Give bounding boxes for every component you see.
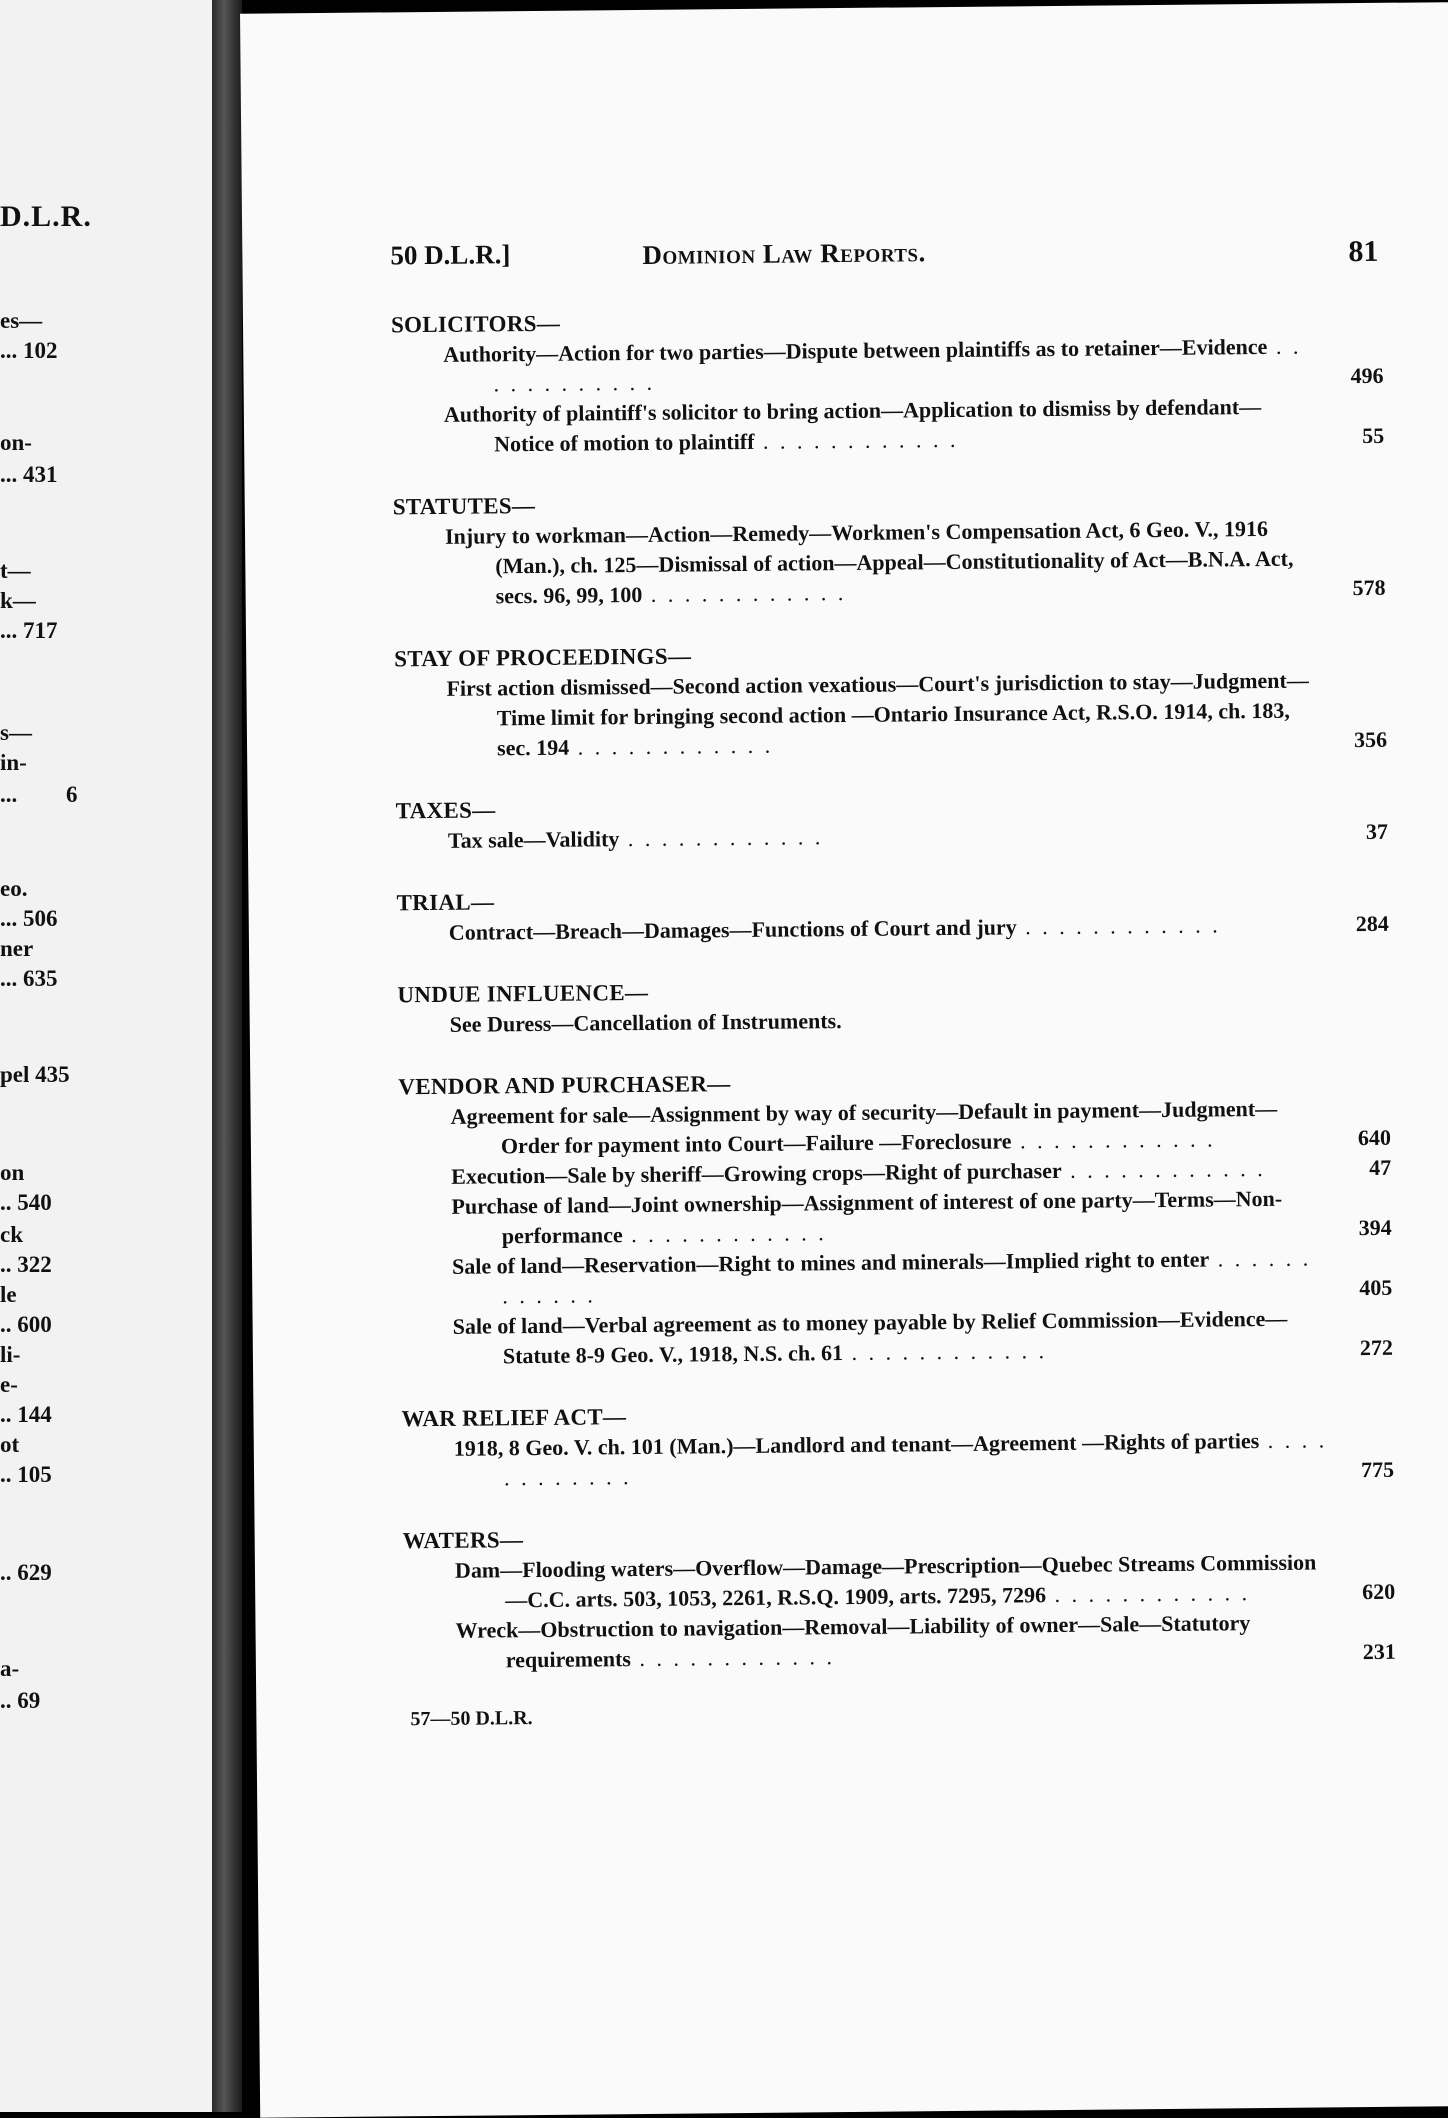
leader-dots: . . . . . . . . . . . . bbox=[630, 1644, 836, 1672]
index-section bbox=[383, 301, 1384, 461]
leader-dots: . . . . . . . . . . . . bbox=[503, 1427, 1328, 1491]
leader-dots: . . . . . . . . . . . . bbox=[1061, 1156, 1266, 1183]
index-entry bbox=[454, 1425, 1395, 1494]
page-content bbox=[382, 231, 1396, 1732]
index-entry bbox=[445, 513, 1386, 612]
leader-dots: . . . . . . . . . . . . bbox=[1045, 1580, 1251, 1608]
entry-text: Purchase of land—Joint ownership—Assignment of interest of one party—Terms—Non-performance bbox=[451, 1185, 1283, 1249]
index-section bbox=[390, 1063, 1393, 1373]
entry-text: Tax sale—Validity bbox=[447, 826, 620, 853]
left-page-fragment: ... 635 bbox=[0, 966, 58, 991]
index-section bbox=[393, 1395, 1394, 1495]
entry-text: First action dismissed—Second action vexatious—Court's jurisdiction to stay—Judgment—Time limit for bringing second action —Ontario Insurance Act, R.S.O. 1914, ch. 183, sec. 194 bbox=[446, 667, 1309, 761]
index-entry bbox=[455, 1547, 1396, 1616]
leader-dots: . . . . . . . . . . . . bbox=[493, 333, 1302, 397]
left-page-fragment: ck bbox=[0, 1222, 23, 1247]
left-page-fragment: ot bbox=[0, 1432, 20, 1457]
leader-dots: . . . . . . . . . . . . bbox=[754, 426, 959, 454]
entry-text: Authority—Action for two parties—Dispute between plaintiffs as to retainer—Evidence bbox=[443, 333, 1268, 367]
index-entry bbox=[443, 331, 1384, 400]
section-heading: WAR RELIEF ACT— bbox=[401, 1404, 627, 1432]
volume-reference: 50 D.L.R.] bbox=[390, 239, 511, 271]
left-page-fragment: .. 600 bbox=[0, 1312, 52, 1337]
entry-page-number: 496 bbox=[1350, 362, 1384, 389]
index-entry bbox=[452, 1243, 1393, 1312]
leader-dots: . . . . . . . . . . . . bbox=[642, 580, 847, 607]
index-entry bbox=[446, 665, 1387, 764]
left-page-fragment: es— bbox=[0, 308, 43, 333]
entry-text: 1918, 8 Geo. V. ch. 101 (Man.)—Landlord and tenant—Agreement —Rights of parties bbox=[453, 1428, 1260, 1461]
left-page-fragment: k— bbox=[0, 588, 36, 613]
index-entry bbox=[452, 1303, 1393, 1372]
left-page-fragment: ... bbox=[0, 782, 18, 807]
entry-text: See Duress—Cancellation of Instruments. bbox=[449, 1008, 842, 1037]
entry-text: Execution—Sale by sheriff—Growing crops—Right of purchaser bbox=[451, 1157, 1062, 1189]
index-section bbox=[388, 787, 1389, 857]
left-page-fragment: .. 540 bbox=[0, 1190, 52, 1215]
left-page-fragment: pel 435 bbox=[0, 1062, 70, 1087]
index-section bbox=[386, 635, 1387, 765]
entry-text: Dam—Flooding waters—Overflow—Damage—Prescription—Quebec Streams Commission—C.C. arts. 503, 1053, 2261, R.S.Q. 1909, arts. 7295, 7296 bbox=[454, 1549, 1317, 1613]
leader-dots: . . . . . . . . . . . . bbox=[622, 1220, 827, 1248]
entry-page-number: 37 bbox=[1365, 818, 1389, 845]
page-title: Dominion Law Reports. bbox=[642, 237, 926, 270]
left-page-fragment: ... 431 bbox=[0, 462, 58, 487]
index-section bbox=[389, 971, 1390, 1041]
running-head bbox=[382, 231, 1382, 281]
index-section bbox=[388, 879, 1389, 949]
section-heading: WATERS— bbox=[402, 1527, 524, 1554]
section-heading: STATUTES— bbox=[392, 492, 536, 520]
page-number: 81 bbox=[1348, 234, 1379, 269]
entry-text: Sale of land—Reservation—Right to mines and minerals—Implied right to enter bbox=[451, 1246, 1210, 1279]
section-heading: TAXES— bbox=[395, 797, 496, 824]
leader-dots: . . . . . . . . . . . . bbox=[569, 732, 774, 760]
section-heading: VENDOR AND PURCHASER— bbox=[398, 1071, 731, 1100]
index-entry bbox=[451, 1183, 1392, 1252]
leader-dots: . . . . . . . . . . . . bbox=[842, 1338, 1048, 1366]
left-page-header: D.L.R. bbox=[0, 200, 92, 233]
left-page-fragment: .. 69 bbox=[0, 1688, 41, 1713]
leader-dots: . . . . . . . . . . . . bbox=[1016, 912, 1221, 940]
entry-page-number: 394 bbox=[1358, 1214, 1392, 1241]
left-page-fragment: le bbox=[0, 1282, 17, 1307]
book-gutter bbox=[212, 0, 242, 2112]
index-section bbox=[385, 483, 1386, 613]
left-page-fragment: ner bbox=[0, 936, 34, 961]
left-page-fragment: a- bbox=[0, 1656, 20, 1681]
entry-page-number: 775 bbox=[1360, 1456, 1395, 1483]
left-page-fragment: .. 322 bbox=[0, 1252, 52, 1277]
left-page-fragment: on- bbox=[0, 430, 32, 455]
section-heading: UNDUE INFLUENCE— bbox=[397, 979, 649, 1008]
left-page-fragment: .. 105 bbox=[0, 1462, 52, 1487]
entry-text: Injury to workman—Action—Remedy—Workmen's Compensation Act, 6 Geo. V., 1916 (Man.), ch. 125—Dismissal of action—Appeal—Constitutionality of Act—B.N.A. Act, secs. 96, 99, 100 bbox=[444, 515, 1294, 609]
entry-page-number: 578 bbox=[1352, 574, 1386, 601]
leader-dots: . . . . . . . . . . . . bbox=[619, 824, 824, 852]
entry-text: Agreement for sale—Assignment by way of security—Default in payment—Judgment—Order for payment into Court—Failure —Foreclosure bbox=[450, 1095, 1278, 1159]
entry-text: Contract—Breach—Damages—Functions of Court and jury bbox=[448, 914, 1017, 945]
entry-page-number: 231 bbox=[1362, 1638, 1396, 1665]
index-entry bbox=[444, 391, 1385, 460]
entry-text: Sale of land—Verbal agreement as to money payable by Relief Commission—Evidence—Statute 8-9 Geo. V., 1918, N.S. ch. 61 bbox=[452, 1305, 1288, 1369]
index-entry bbox=[455, 1607, 1396, 1676]
entry-page-number: 47 bbox=[1369, 1154, 1392, 1181]
entry-page-number: 272 bbox=[1359, 1334, 1394, 1361]
entry-page-number: 640 bbox=[1357, 1124, 1391, 1151]
left-page-fragment: e- bbox=[0, 1372, 18, 1397]
left-page-fragment: .. 144 bbox=[0, 1402, 52, 1427]
index-sections bbox=[383, 301, 1396, 1677]
section-heading: TRIAL— bbox=[396, 889, 495, 916]
entry-page-number: 55 bbox=[1362, 422, 1385, 449]
left-page-fragment: eo. bbox=[0, 876, 28, 901]
left-page-fragment: li- bbox=[0, 1342, 21, 1367]
left-page-fragment: t— bbox=[0, 558, 31, 583]
left-page-fragment: in- bbox=[0, 750, 27, 775]
entry-text: Authority of plaintiff's solicitor to bring action—Application to dismiss by defendant—Notice of motion to plaintiff bbox=[443, 394, 1262, 457]
index-page bbox=[240, 2, 1448, 2117]
entry-page-number: 620 bbox=[1362, 1578, 1396, 1605]
left-page-fragment: ... 506 bbox=[0, 906, 58, 931]
left-page-fragment: 6 bbox=[66, 782, 78, 807]
left-facing-page bbox=[0, 0, 212, 2112]
section-heading: STAY OF PROCEEDINGS— bbox=[394, 643, 692, 672]
left-page-fragment: ... 102 bbox=[0, 338, 58, 363]
leader-dots: . . . . . . . . . . . . bbox=[1011, 1126, 1216, 1154]
entry-text: Wreck—Obstruction to navigation—Removal—Liability of owner—Sale—Statutory requirements bbox=[455, 1610, 1251, 1673]
index-entry bbox=[450, 1093, 1391, 1162]
entry-page-number: 284 bbox=[1355, 910, 1389, 937]
section-heading: SOLICITORS— bbox=[390, 310, 561, 338]
entry-page-number: 405 bbox=[1359, 1274, 1393, 1301]
left-page-fragment: s— bbox=[0, 720, 32, 745]
leader-dots: . . . . . . . . . . . . bbox=[502, 1245, 1312, 1309]
entry-page-number: 356 bbox=[1353, 726, 1388, 753]
left-page-fragment: .. 629 bbox=[0, 1560, 52, 1585]
left-page-fragment: ... 717 bbox=[0, 618, 58, 643]
left-page-fragment: on bbox=[0, 1160, 25, 1185]
signature-folio: 57—50 D.L.R. bbox=[410, 1707, 533, 1731]
index-section bbox=[395, 1517, 1396, 1677]
